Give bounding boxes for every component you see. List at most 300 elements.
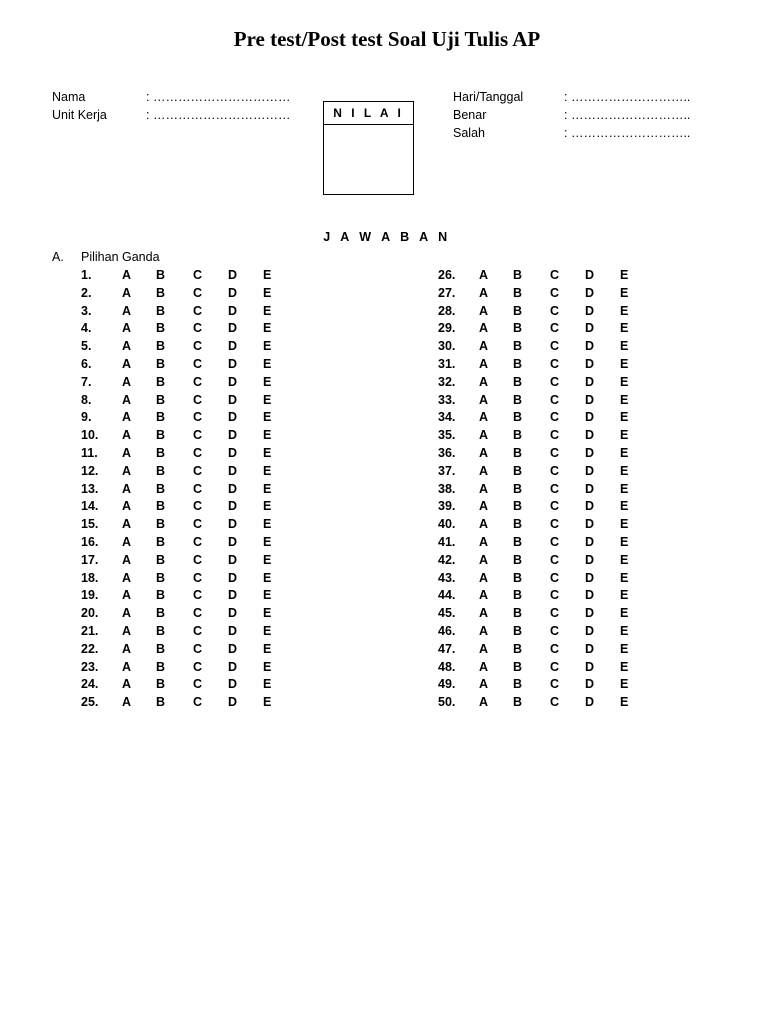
unit-kerja-field[interactable] (52, 106, 292, 124)
answer-option-e[interactable]: E (263, 339, 272, 354)
answer-option-a[interactable]: A (479, 641, 489, 656)
answer-option-b[interactable]: B (513, 303, 523, 318)
answer-option-e[interactable]: E (263, 321, 272, 336)
answer-option-e[interactable]: E (620, 517, 629, 532)
question-number: 5. (81, 339, 92, 354)
question-number: 38. (438, 481, 456, 496)
question-number: 39. (438, 499, 456, 514)
answer-option-b[interactable]: B (513, 446, 523, 460)
answer-option-d[interactable]: D (585, 392, 595, 407)
answer-option-a[interactable]: A (479, 588, 489, 603)
answer-option-d[interactable]: D (228, 392, 238, 407)
answer-option-b[interactable]: B (513, 392, 523, 407)
answer-option-d[interactable]: D (585, 535, 595, 549)
question-number: 2. (81, 285, 92, 300)
answer-option-b[interactable]: B (513, 624, 523, 638)
answer-option-e[interactable]: E (263, 659, 272, 674)
question-row (0, 444, 768, 462)
answer-option-c[interactable]: C (550, 285, 560, 300)
answer-option-b[interactable]: B (513, 606, 523, 621)
answer-option-e[interactable]: E (263, 517, 272, 532)
answer-option-a[interactable]: A (122, 552, 132, 567)
answer-option-a[interactable]: A (122, 517, 132, 532)
answer-option-e[interactable]: E (620, 535, 629, 549)
answer-option-b[interactable]: B (156, 321, 166, 336)
answer-option-e[interactable]: E (263, 446, 272, 460)
answer-option-d[interactable]: D (585, 339, 595, 354)
answer-option-c[interactable]: C (550, 392, 560, 407)
answer-option-c[interactable]: C (193, 303, 203, 318)
answer-option-b[interactable]: B (156, 339, 166, 354)
answer-option-d[interactable]: D (585, 446, 595, 460)
answer-option-e[interactable]: E (263, 499, 272, 514)
answer-option-c[interactable]: C (193, 463, 203, 478)
answer-option-c[interactable]: C (193, 268, 203, 282)
answer-option-a[interactable]: A (479, 357, 489, 371)
answer-option-b[interactable]: B (156, 517, 166, 532)
benar-field[interactable] (453, 106, 693, 124)
hari-tanggal-field[interactable] (453, 88, 693, 106)
answer-option-d[interactable]: D (585, 410, 595, 425)
answer-option-b[interactable]: B (156, 677, 166, 692)
answer-option-e[interactable]: E (263, 552, 272, 567)
question-row (0, 515, 768, 533)
answer-option-d[interactable]: D (228, 481, 238, 496)
answer-option-d[interactable]: D (228, 321, 238, 336)
answer-option-c[interactable]: C (193, 606, 203, 621)
answer-option-e[interactable]: E (620, 428, 629, 443)
answer-option-e[interactable]: E (263, 606, 272, 621)
question-number: 15. (81, 517, 99, 532)
answer-option-b[interactable]: B (513, 428, 523, 443)
answer-option-c[interactable]: C (193, 517, 203, 532)
answer-option-b[interactable]: B (513, 499, 523, 514)
question-number: 18. (81, 570, 99, 585)
answer-option-c[interactable]: C (193, 357, 203, 371)
answer-option-d[interactable]: D (228, 588, 238, 603)
answer-option-d[interactable]: D (228, 535, 238, 549)
answer-option-a[interactable]: A (479, 624, 489, 638)
question-number: 1. (81, 268, 92, 282)
answer-option-b[interactable]: B (513, 357, 523, 371)
answer-option-c[interactable]: C (193, 428, 203, 443)
answer-option-e[interactable]: E (620, 374, 629, 389)
answer-option-a[interactable]: A (479, 570, 489, 585)
answer-option-e[interactable]: E (620, 446, 629, 460)
answer-option-e[interactable]: E (263, 374, 272, 389)
answer-option-a[interactable]: A (122, 428, 132, 443)
answer-option-e[interactable]: E (620, 392, 629, 407)
question-number: 11. (81, 446, 98, 460)
answer-option-e[interactable]: E (620, 285, 629, 300)
answer-option-b[interactable]: B (156, 535, 166, 549)
answer-option-e[interactable]: E (620, 624, 629, 638)
question-number: 10. (81, 428, 99, 443)
answer-option-a[interactable]: A (122, 446, 132, 460)
answer-option-e[interactable]: E (263, 481, 272, 496)
answer-option-a[interactable]: A (122, 659, 132, 674)
answer-option-d[interactable]: D (228, 624, 238, 638)
answer-option-d[interactable]: D (228, 463, 238, 478)
answer-option-d[interactable]: D (228, 641, 238, 656)
answer-option-c[interactable]: C (193, 641, 203, 656)
answer-option-a[interactable]: A (479, 695, 489, 710)
answer-option-b[interactable]: B (513, 535, 523, 549)
answer-option-d[interactable]: D (228, 695, 238, 710)
hari-tanggal-value: : ……………………….. (564, 90, 691, 104)
answer-option-c[interactable]: C (193, 392, 203, 407)
answer-option-b[interactable]: B (156, 659, 166, 674)
question-number: 19. (81, 588, 99, 603)
answer-option-a[interactable]: A (122, 339, 132, 354)
nama-field[interactable] (52, 88, 292, 106)
answer-option-d[interactable]: D (585, 677, 595, 692)
answer-option-b[interactable]: B (513, 285, 523, 300)
answer-option-b[interactable]: B (513, 588, 523, 603)
question-number: 12. (81, 463, 99, 478)
answer-option-b[interactable]: B (156, 606, 166, 621)
answer-option-a[interactable]: A (122, 285, 132, 300)
answer-option-a[interactable]: A (122, 677, 132, 692)
answer-option-a[interactable]: A (479, 677, 489, 692)
answer-option-c[interactable]: C (193, 446, 203, 460)
answer-option-b[interactable]: B (156, 392, 166, 407)
answer-option-d[interactable]: D (228, 268, 238, 282)
answer-option-c[interactable]: C (550, 339, 560, 354)
answer-option-c[interactable]: C (550, 695, 560, 710)
answer-option-d[interactable]: D (585, 606, 595, 621)
answer-option-c[interactable]: C (193, 624, 203, 638)
answer-option-e[interactable]: E (263, 268, 272, 282)
answer-option-d[interactable]: D (585, 552, 595, 567)
answer-option-b[interactable]: B (513, 677, 523, 692)
answer-option-d[interactable]: D (228, 285, 238, 300)
answers-heading: J A W A B A N (323, 230, 451, 244)
answer-option-a[interactable]: A (122, 357, 132, 371)
answer-option-d[interactable]: D (585, 268, 595, 282)
answer-option-a[interactable]: A (122, 410, 132, 425)
answer-option-b[interactable]: B (156, 624, 166, 638)
answer-option-c[interactable]: C (550, 428, 560, 443)
answer-option-b[interactable]: B (513, 570, 523, 585)
answer-option-c[interactable]: C (550, 268, 560, 282)
answer-option-d[interactable]: D (585, 285, 595, 300)
answer-option-e[interactable]: E (620, 303, 629, 318)
answer-option-e[interactable]: E (620, 659, 629, 674)
answer-option-a[interactable]: A (479, 606, 489, 621)
answer-option-b[interactable]: B (513, 552, 523, 567)
answer-option-a[interactable]: A (122, 268, 132, 282)
answer-option-d[interactable]: D (585, 570, 595, 585)
question-row (0, 302, 768, 320)
question-row (0, 551, 768, 569)
answer-option-c[interactable]: C (193, 677, 203, 692)
question-number: 33. (438, 392, 456, 407)
question-number: 49. (438, 677, 456, 692)
answer-option-d[interactable]: D (228, 499, 238, 514)
answer-option-b[interactable]: B (513, 268, 523, 282)
answer-option-d[interactable]: D (585, 303, 595, 318)
answer-option-d[interactable]: D (228, 339, 238, 354)
answer-option-b[interactable]: B (156, 446, 166, 460)
answer-option-b[interactable]: B (156, 303, 166, 318)
answer-option-a[interactable]: A (479, 428, 489, 443)
question-number: 30. (438, 339, 456, 354)
answer-option-e[interactable]: E (620, 321, 629, 336)
answer-option-c[interactable]: C (550, 552, 560, 567)
answer-option-d[interactable]: D (585, 588, 595, 603)
answer-option-c[interactable]: C (550, 321, 560, 336)
answer-option-b[interactable]: B (156, 641, 166, 656)
answer-option-a[interactable]: A (479, 499, 489, 514)
answer-option-a[interactable]: A (479, 285, 489, 300)
question-number: 24. (81, 677, 99, 692)
answer-option-e[interactable]: E (263, 677, 272, 692)
answer-option-b[interactable]: B (156, 357, 166, 371)
answer-option-e[interactable]: E (263, 641, 272, 656)
answer-option-b[interactable]: B (156, 552, 166, 567)
answer-option-a[interactable]: A (122, 535, 132, 549)
answer-option-b[interactable]: B (513, 339, 523, 354)
answer-option-c[interactable]: C (550, 535, 560, 549)
question-row (0, 658, 768, 676)
answer-option-e[interactable]: E (263, 695, 272, 710)
answer-option-c[interactable]: C (550, 481, 560, 496)
answer-option-d[interactable]: D (228, 570, 238, 585)
answer-option-c[interactable]: C (193, 374, 203, 389)
answer-option-d[interactable]: D (228, 410, 238, 425)
answer-option-a[interactable]: A (479, 321, 489, 336)
nilai-box (323, 101, 414, 195)
answer-option-d[interactable]: D (585, 428, 595, 443)
answer-option-d[interactable]: D (585, 499, 595, 514)
answer-option-a[interactable]: A (479, 268, 489, 282)
answer-option-d[interactable]: D (585, 641, 595, 656)
answer-option-a[interactable]: A (479, 446, 489, 460)
answer-option-a[interactable]: A (122, 606, 132, 621)
answer-option-d[interactable]: D (585, 321, 595, 336)
answer-option-e[interactable]: E (620, 570, 629, 585)
answer-option-c[interactable]: C (193, 659, 203, 674)
answer-option-e[interactable]: E (620, 481, 629, 496)
answer-option-a[interactable]: A (479, 517, 489, 532)
answer-option-c[interactable]: C (550, 303, 560, 318)
question-number: 28. (438, 303, 456, 318)
answer-option-d[interactable]: D (585, 463, 595, 478)
answer-option-b[interactable]: B (513, 517, 523, 532)
answer-option-a[interactable]: A (122, 588, 132, 603)
answer-option-d[interactable]: D (228, 552, 238, 567)
answer-option-a[interactable]: A (479, 339, 489, 354)
answer-option-b[interactable]: B (513, 641, 523, 656)
answer-option-b[interactable]: B (513, 463, 523, 478)
answer-option-c[interactable]: C (550, 606, 560, 621)
answer-option-b[interactable]: B (513, 374, 523, 389)
salah-field[interactable] (453, 124, 693, 142)
answer-option-b[interactable]: B (156, 374, 166, 389)
answer-option-e[interactable]: E (263, 570, 272, 585)
answer-option-c[interactable]: C (550, 446, 560, 460)
answer-option-a[interactable]: A (122, 624, 132, 638)
answer-option-e[interactable]: E (263, 392, 272, 407)
question-row (0, 480, 768, 498)
question-number: 22. (81, 641, 99, 656)
answer-option-b[interactable]: B (156, 285, 166, 300)
answer-option-c[interactable]: C (550, 499, 560, 514)
answer-option-d[interactable]: D (228, 677, 238, 692)
answer-option-e[interactable]: E (263, 588, 272, 603)
answer-option-e[interactable]: E (620, 552, 629, 567)
answer-option-e[interactable]: E (620, 677, 629, 692)
answer-option-d[interactable]: D (585, 624, 595, 638)
answer-option-c[interactable]: C (193, 339, 203, 354)
answer-option-d[interactable]: D (228, 446, 238, 460)
answer-option-a[interactable]: A (122, 570, 132, 585)
answer-option-a[interactable]: A (122, 463, 132, 478)
answer-option-c[interactable]: C (550, 463, 560, 478)
answer-option-c[interactable]: C (550, 659, 560, 674)
answer-option-d[interactable]: D (585, 374, 595, 389)
answer-option-c[interactable]: C (193, 552, 203, 567)
answer-option-c[interactable]: C (193, 499, 203, 514)
answer-option-a[interactable]: A (122, 695, 132, 710)
answer-option-e[interactable]: E (620, 606, 629, 621)
question-row (0, 462, 768, 480)
answer-option-d[interactable]: D (228, 659, 238, 674)
answer-option-e[interactable]: E (263, 303, 272, 318)
answer-option-b[interactable]: B (156, 463, 166, 478)
answer-option-e[interactable]: E (620, 357, 629, 371)
answer-option-c[interactable]: C (550, 374, 560, 389)
answer-option-e[interactable]: E (263, 285, 272, 300)
answer-option-e[interactable]: E (620, 410, 629, 425)
answer-option-e[interactable]: E (620, 339, 629, 354)
question-row (0, 284, 768, 302)
answer-option-a[interactable]: A (122, 303, 132, 318)
question-row (0, 622, 768, 640)
answer-option-b[interactable]: B (156, 588, 166, 603)
answer-option-b[interactable]: B (513, 659, 523, 674)
question-number: 13. (81, 481, 99, 496)
answer-option-b[interactable]: B (156, 499, 166, 514)
answer-option-a[interactable]: A (122, 374, 132, 389)
question-number: 48. (438, 659, 456, 674)
answer-option-b[interactable]: B (513, 481, 523, 496)
section-title: Pilihan Ganda (81, 250, 160, 264)
answer-option-a[interactable]: A (479, 392, 489, 407)
answer-option-b[interactable]: B (156, 428, 166, 443)
answer-option-a[interactable]: A (122, 481, 132, 496)
answer-option-c[interactable]: C (193, 285, 203, 300)
question-number: 32. (438, 374, 456, 389)
answer-option-b[interactable]: B (156, 570, 166, 585)
answer-option-c[interactable]: C (193, 695, 203, 710)
answer-option-b[interactable]: B (156, 695, 166, 710)
question-row (0, 426, 768, 444)
unit-kerja-value: : …………………………… (146, 108, 291, 122)
answer-option-b[interactable]: B (156, 410, 166, 425)
answer-option-a[interactable]: A (479, 481, 489, 496)
question-number: 50. (438, 695, 456, 710)
answer-option-e[interactable]: E (620, 499, 629, 514)
answer-option-d[interactable]: D (228, 517, 238, 532)
answer-option-a[interactable]: A (122, 392, 132, 407)
answer-option-a[interactable]: A (479, 535, 489, 549)
answer-option-c[interactable]: C (550, 410, 560, 425)
answer-option-b[interactable]: B (156, 268, 166, 282)
answer-option-a[interactable]: A (479, 374, 489, 389)
question-row (0, 640, 768, 658)
answer-option-e[interactable]: E (263, 428, 272, 443)
benar-label: Benar (453, 108, 487, 122)
answer-option-d[interactable]: D (585, 481, 595, 496)
answer-option-d[interactable]: D (585, 357, 595, 371)
answer-option-c[interactable]: C (550, 570, 560, 585)
answer-option-a[interactable]: A (122, 641, 132, 656)
question-row (0, 533, 768, 551)
answer-option-d[interactable]: D (228, 606, 238, 621)
answer-option-e[interactable]: E (263, 410, 272, 425)
answer-option-c[interactable]: C (193, 535, 203, 549)
question-number: 7. (81, 374, 92, 389)
answer-option-e[interactable]: E (263, 535, 272, 549)
answer-option-c[interactable]: C (550, 624, 560, 638)
answer-option-e[interactable]: E (263, 624, 272, 638)
answer-option-a[interactable]: A (479, 303, 489, 318)
answer-option-c[interactable]: C (193, 410, 203, 425)
answer-option-c[interactable]: C (193, 481, 203, 496)
answer-option-d[interactable]: D (228, 374, 238, 389)
nilai-score-area[interactable] (324, 125, 413, 195)
answer-option-c[interactable]: C (193, 570, 203, 585)
question-number: 40. (438, 517, 456, 532)
answer-option-c[interactable]: C (193, 321, 203, 336)
answer-option-e[interactable]: E (620, 588, 629, 603)
answer-option-e[interactable]: E (263, 357, 272, 371)
answer-option-c[interactable]: C (550, 677, 560, 692)
answer-option-c[interactable]: C (550, 588, 560, 603)
answer-option-a[interactable]: A (122, 321, 132, 336)
question-row (0, 319, 768, 337)
answer-option-c[interactable]: C (550, 517, 560, 532)
answer-option-b[interactable]: B (513, 321, 523, 336)
question-number: 27. (438, 285, 456, 300)
answer-option-e[interactable]: E (620, 463, 629, 478)
answer-option-c[interactable]: C (550, 641, 560, 656)
answer-option-a[interactable]: A (479, 659, 489, 674)
answer-option-c[interactable]: C (550, 357, 560, 371)
answer-option-b[interactable]: B (156, 481, 166, 496)
answer-option-d[interactable]: D (228, 357, 238, 371)
answer-option-e[interactable]: E (620, 695, 629, 710)
answer-option-d[interactable]: D (228, 303, 238, 318)
answer-option-d[interactable]: D (228, 428, 238, 443)
answer-option-a[interactable]: A (122, 499, 132, 514)
answer-option-a[interactable]: A (479, 463, 489, 478)
answer-option-e[interactable]: E (620, 641, 629, 656)
answer-option-c[interactable]: C (193, 588, 203, 603)
answer-option-d[interactable]: D (585, 517, 595, 532)
answer-option-d[interactable]: D (585, 695, 595, 710)
answer-option-a[interactable]: A (479, 410, 489, 425)
question-row (0, 337, 768, 355)
answer-option-e[interactable]: E (263, 463, 272, 478)
answer-option-b[interactable]: B (513, 695, 523, 710)
answer-option-a[interactable]: A (479, 552, 489, 567)
answer-option-e[interactable]: E (620, 268, 629, 282)
answer-option-b[interactable]: B (513, 410, 523, 425)
answer-option-d[interactable]: D (585, 659, 595, 674)
